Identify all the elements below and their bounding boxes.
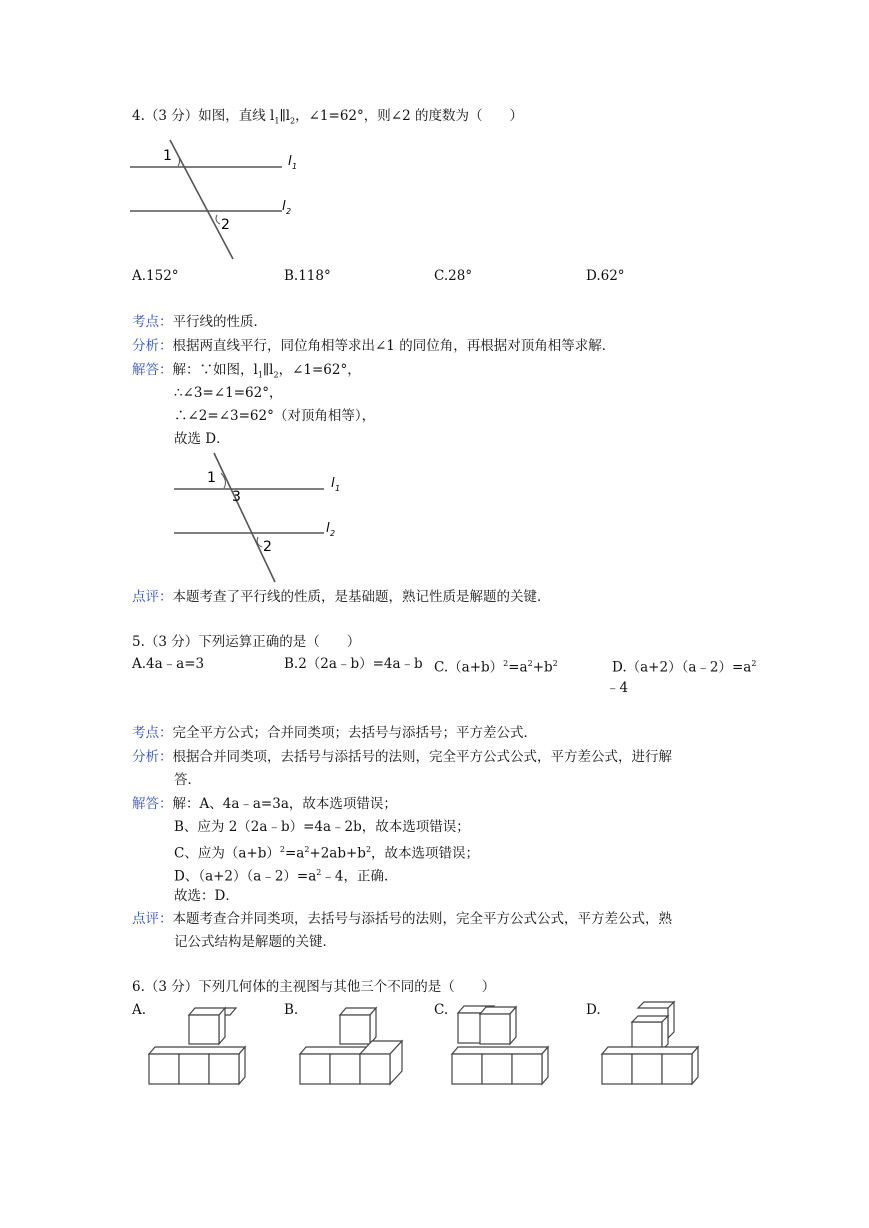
q5-jieda-line3: C、应为$(a+b)^2=a^2+2ab+b^2$，故本选项错误； (174, 845, 480, 862)
q5-fenxi: 分析：根据合并同类项，去括号与添括号的法则，完全平方公式公式，平方差公式，进行解 (132, 749, 672, 765)
q5-dianping-line2: 记公式结构是解题的关键． (174, 934, 336, 950)
q5-jieda-line4: D、$(a+2)(a﹣2)=a^2﹣4$，正确． (174, 868, 398, 885)
jieda-tag: 解答： (132, 362, 173, 378)
q4-option-d: D.62° (586, 268, 625, 284)
q4-jieda-line2: ∴∠3=∠1=62°， (174, 385, 283, 401)
q4-kaodian: 考点：平行线的性质． (132, 314, 267, 330)
q5-kaodian: 考点：完全平方公式；合并同类项；去括号与添括号；平方差公式． (132, 725, 537, 741)
q6-figure-a (147, 1008, 257, 1084)
q4-question: 4.（3 分）如图，直线 $l_1\parallel l_2$，∠1=62°，则∠2 的度数为（ ） (132, 108, 523, 126)
q4-angle1-label: 1 (163, 148, 172, 164)
q5-option-d: $D.(a+2)(a﹣2)=a^2$ (612, 659, 757, 676)
q4-option-c: C.28° (434, 268, 473, 284)
fenxi-tag: 分析： (132, 749, 173, 765)
q5-jieda-line5: 故选：D． (174, 888, 239, 904)
q4-dianping: 点评：本题考查了平行线的性质，是基础题，熟记性质是解题的关键． (132, 589, 551, 605)
q4-option-a: A.152° (132, 268, 179, 284)
q5-option-b: B.2（2a﹣b）=4a﹣b (284, 656, 423, 672)
q4-sol-line1-label: l (331, 476, 335, 491)
q6-option-d-label: D. (586, 1002, 601, 1018)
q5-option-a: A.4a﹣a=3 (132, 656, 205, 672)
kaodian-tag: 考点： (132, 725, 173, 741)
q5-option-d-line2: ﹣4 (606, 680, 629, 696)
q4-line2-sub: 2 (286, 207, 292, 216)
q4-jieda-line3: ∴∠2=∠3=62°（对顶角相等）， (174, 408, 376, 424)
q4-sol-line2-label: l (326, 521, 330, 536)
q5-jieda-line2: B、应为 2（2a﹣b）=4a﹣2b，故本选项错误； (174, 819, 470, 835)
q6-option-a-label: A. (132, 1002, 147, 1018)
q4-sol-angle2-label: 2 (263, 539, 272, 555)
q4-angle2-label: 2 (221, 217, 230, 233)
q4-option-b: B.118° (284, 268, 331, 284)
q6-figure-b (298, 1008, 408, 1084)
q5-jieda: 解答：解：A、4a﹣a=3a，故本选项错误； (132, 796, 397, 812)
q5-option-c: $C.(a+b)^2=a^2+b^2$ (434, 659, 558, 676)
q4-sol-line1-sub: 1 (335, 484, 341, 493)
dianping-tag: 点评： (132, 589, 173, 605)
q6-option-b-label: B. (284, 1002, 299, 1018)
q4-fenxi: 分析：根据两直线平行，同位角相等求出∠1 的同位角，再根据对顶角相等求解． (132, 338, 616, 354)
jieda-tag: 解答： (132, 796, 173, 812)
q4-sol-line2-sub: 2 (330, 529, 336, 538)
q6-figure-d (600, 1008, 710, 1084)
q4-sol-angle3-label: 3 (232, 489, 241, 505)
q4-line2-label: l (282, 199, 286, 214)
fenxi-tag: 分析： (132, 338, 173, 354)
dianping-tag: 点评： (132, 911, 173, 927)
kaodian-tag: 考点： (132, 314, 173, 330)
q5-dianping: 点评：本题考查合并同类项，去括号与添括号的法则，完全平方公式公式，平方差公式，熟 (132, 911, 672, 927)
q4-sol-angle1-label: 1 (207, 470, 216, 486)
q6-question: 6.（3 分）下列几何体的主视图与其他三个不同的是（ ） (132, 979, 496, 995)
q4-jieda-line4: 故选 D． (174, 431, 230, 447)
q4-line1-label: l (288, 154, 292, 169)
q4-figure (130, 140, 310, 260)
q6-figure-c (450, 1008, 560, 1084)
q4-jieda: 解答：解：∵如图，$l_1\parallel l_2$，∠1=62°， (132, 362, 361, 380)
q4-line1-sub: 1 (292, 162, 298, 171)
q4-solution-figure (174, 453, 354, 583)
q6-option-c-label: C. (434, 1002, 449, 1018)
q5-fenxi-line2: 答． (174, 772, 201, 788)
q5-question: 5.（3 分）下列运算正确的是（ ） (132, 634, 361, 650)
